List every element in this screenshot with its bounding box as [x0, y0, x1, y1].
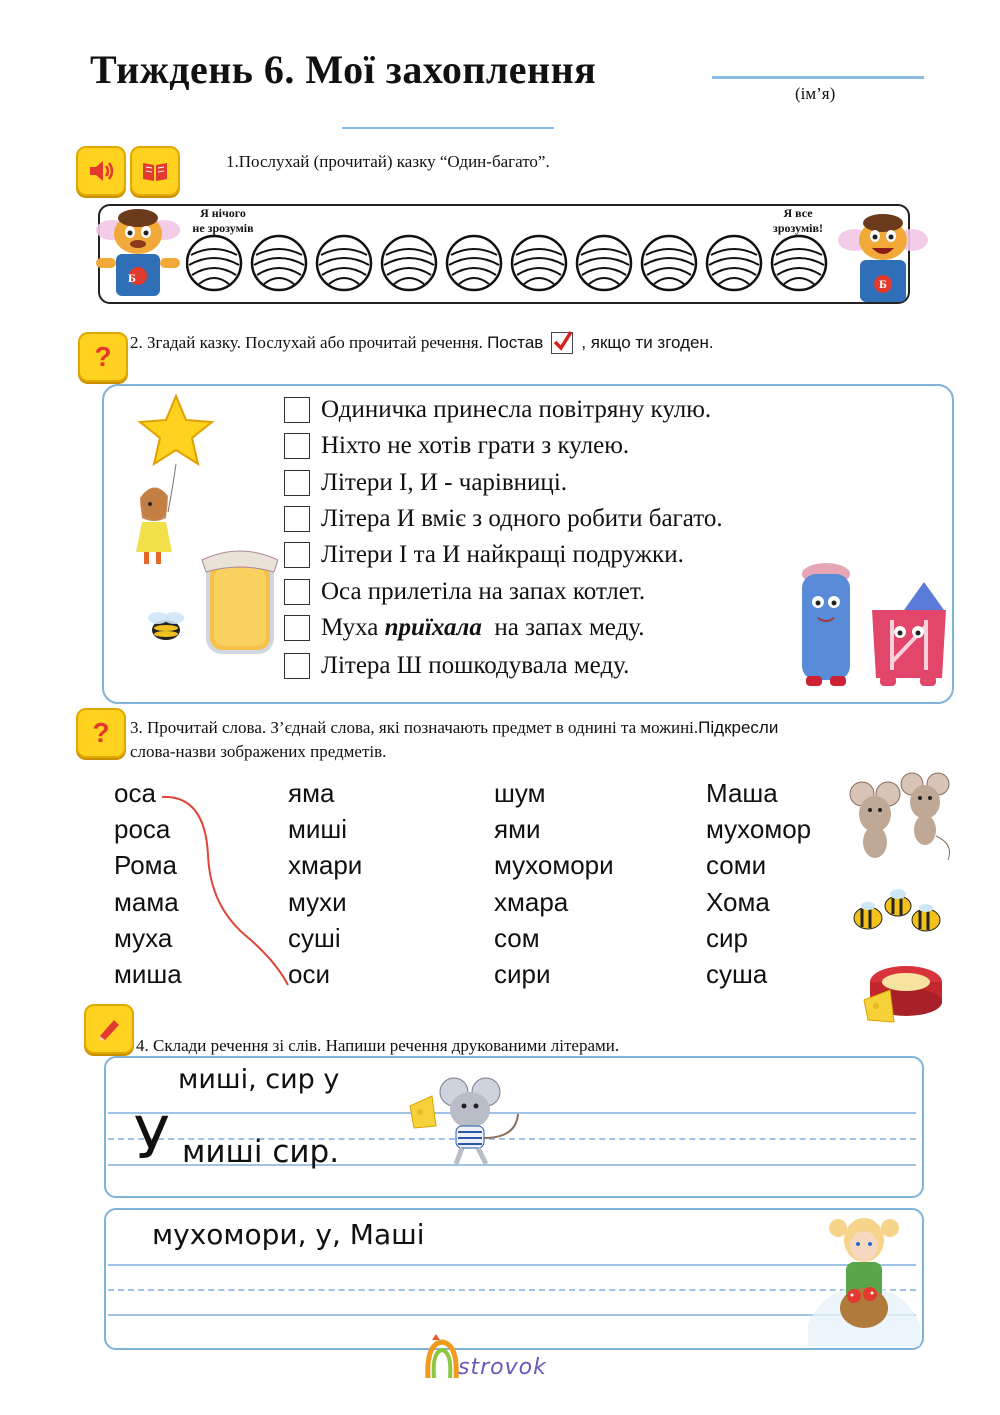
connector-line [150, 785, 300, 995]
statement-checkbox[interactable] [284, 470, 310, 496]
word-item[interactable]: хмара [494, 887, 569, 917]
rating-ball-6[interactable] [512, 236, 566, 290]
page-title: Тиждень 6. Мої захоплення [90, 47, 597, 92]
exercise-words-1: миші, сир у [178, 1064, 340, 1095]
ostrovok-logo [424, 1334, 547, 1380]
name-input-line[interactable] [712, 76, 924, 79]
writing-rule [108, 1264, 916, 1266]
rating-ball-7[interactable] [577, 236, 631, 290]
word-item[interactable]: суші [288, 923, 341, 953]
mouse-with-cheese-illustration [406, 1068, 536, 1168]
divider-line [342, 127, 554, 129]
word-item[interactable]: хмари [288, 850, 363, 880]
task3-instruction-line1: 3. Прочитай слова. З’єднай слова, які позначають предмет в однині та можині.Підкресли [130, 718, 779, 737]
statement-checkbox[interactable] [284, 433, 310, 459]
statement-5: Літери І та И найкращі подружки. [284, 541, 684, 569]
rating-balls [186, 234, 836, 292]
statement-4: Літера И вміє з одного робити багато. [284, 505, 723, 533]
rating-ball-3[interactable] [317, 236, 371, 290]
statement-6: Оса прилетіла на запах котлет. [284, 578, 645, 606]
book-icon [140, 156, 170, 186]
word-item[interactable]: мама [114, 887, 179, 917]
question-icon-3: ? [76, 708, 126, 758]
statement-8: Літера Ш пошкодувала меду. [284, 652, 629, 680]
letters-i-illustration [796, 558, 956, 698]
girl-with-balloon-illustration [128, 392, 278, 672]
word-item[interactable]: миші [288, 814, 348, 844]
word-item[interactable]: Рома [114, 850, 177, 880]
writing-rule [108, 1314, 916, 1316]
logo-text: strovok [458, 1355, 547, 1380]
bee-character-left [90, 196, 186, 304]
name-label: (ім’я) [795, 84, 836, 103]
check-icon [552, 330, 574, 352]
speaker-icon [86, 156, 116, 186]
statement-1: Одиничка принесла повітряну кулю. [284, 396, 711, 424]
statement-checkbox[interactable] [284, 506, 310, 532]
pencil-icon-badge [84, 1004, 134, 1054]
word-item[interactable]: суша [706, 959, 768, 989]
statement-checkbox[interactable] [284, 615, 310, 641]
task3-instruction-line2: слова-назви зображених предметів. [130, 742, 387, 761]
word-item[interactable]: миша [114, 959, 182, 989]
word-item[interactable]: мухи [288, 887, 347, 917]
question-icon-2: ? [78, 332, 128, 382]
bees-illustration [850, 888, 946, 938]
checkmark-sample [551, 332, 573, 354]
task1-instruction: 1.Послухай (прочитай) казку “Один-багато”. [226, 152, 550, 171]
word-item[interactable]: оси [288, 959, 330, 989]
word-item[interactable]: роса [114, 814, 171, 844]
word-item[interactable]: мухомор [706, 814, 812, 844]
task4-instruction: 4. Склади речення зі слів. Напиши речення друкованими літерами. [136, 1036, 620, 1055]
word-item[interactable]: сири [494, 959, 551, 989]
word-item[interactable]: оса [114, 778, 156, 808]
task2-instruction: 2. Згадай казку. Послухай або прочитай речення. Постав , якщо ти згоден. [130, 332, 714, 354]
rating-ball-2[interactable] [252, 236, 306, 290]
rating-ball-5[interactable] [447, 236, 501, 290]
mice-illustration [842, 770, 958, 864]
rating-ball-1[interactable] [187, 236, 241, 290]
exercise-words-2: мухомори, у, Маші [152, 1218, 425, 1251]
rating-ball-10[interactable] [772, 236, 826, 290]
writing-rule [108, 1289, 916, 1291]
word-item[interactable]: соми [706, 850, 767, 880]
badge-letter-right: Б [879, 277, 887, 291]
word-item[interactable]: Маша [706, 778, 778, 808]
statement-7: Муха приїхала на запах меду. [284, 614, 645, 642]
girl-with-basket-illustration [808, 1210, 920, 1346]
statement-checkbox[interactable] [284, 579, 310, 605]
pencil-icon [94, 1014, 124, 1044]
read-button[interactable] [130, 146, 180, 196]
answer-sentence-1: миші сир. [182, 1134, 340, 1170]
word-item[interactable]: сир [706, 923, 748, 953]
statement-3: Літери І, И - чарівниці. [284, 469, 567, 497]
statement-checkbox[interactable] [284, 542, 310, 568]
rating-max-label: Я все зрозумів! [773, 206, 823, 235]
audio-button[interactable] [76, 146, 126, 196]
rating-ball-4[interactable] [382, 236, 436, 290]
statement-checkbox[interactable] [284, 653, 310, 679]
logo-mark-icon [424, 1334, 460, 1380]
word-item[interactable]: ями [494, 814, 541, 844]
rating-min-label: Я нічого не зрозумів [192, 206, 254, 235]
word-item[interactable]: мухомори [494, 850, 614, 880]
cheese-illustration [860, 960, 946, 1024]
word-item[interactable]: сом [494, 923, 540, 953]
rating-ball-8[interactable] [642, 236, 696, 290]
badge-letter-left: Б [128, 271, 136, 285]
word-item[interactable]: шум [494, 778, 546, 808]
statement-checkbox[interactable] [284, 397, 310, 423]
word-item[interactable]: Хома [706, 887, 770, 917]
word-item[interactable]: муха [114, 923, 173, 953]
answer-capital-letter: У [134, 1104, 170, 1172]
rating-ball-9[interactable] [707, 236, 761, 290]
statement-2: Ніхто не хотів грати з кулею. [284, 432, 629, 460]
word-item[interactable]: яма [288, 778, 335, 808]
